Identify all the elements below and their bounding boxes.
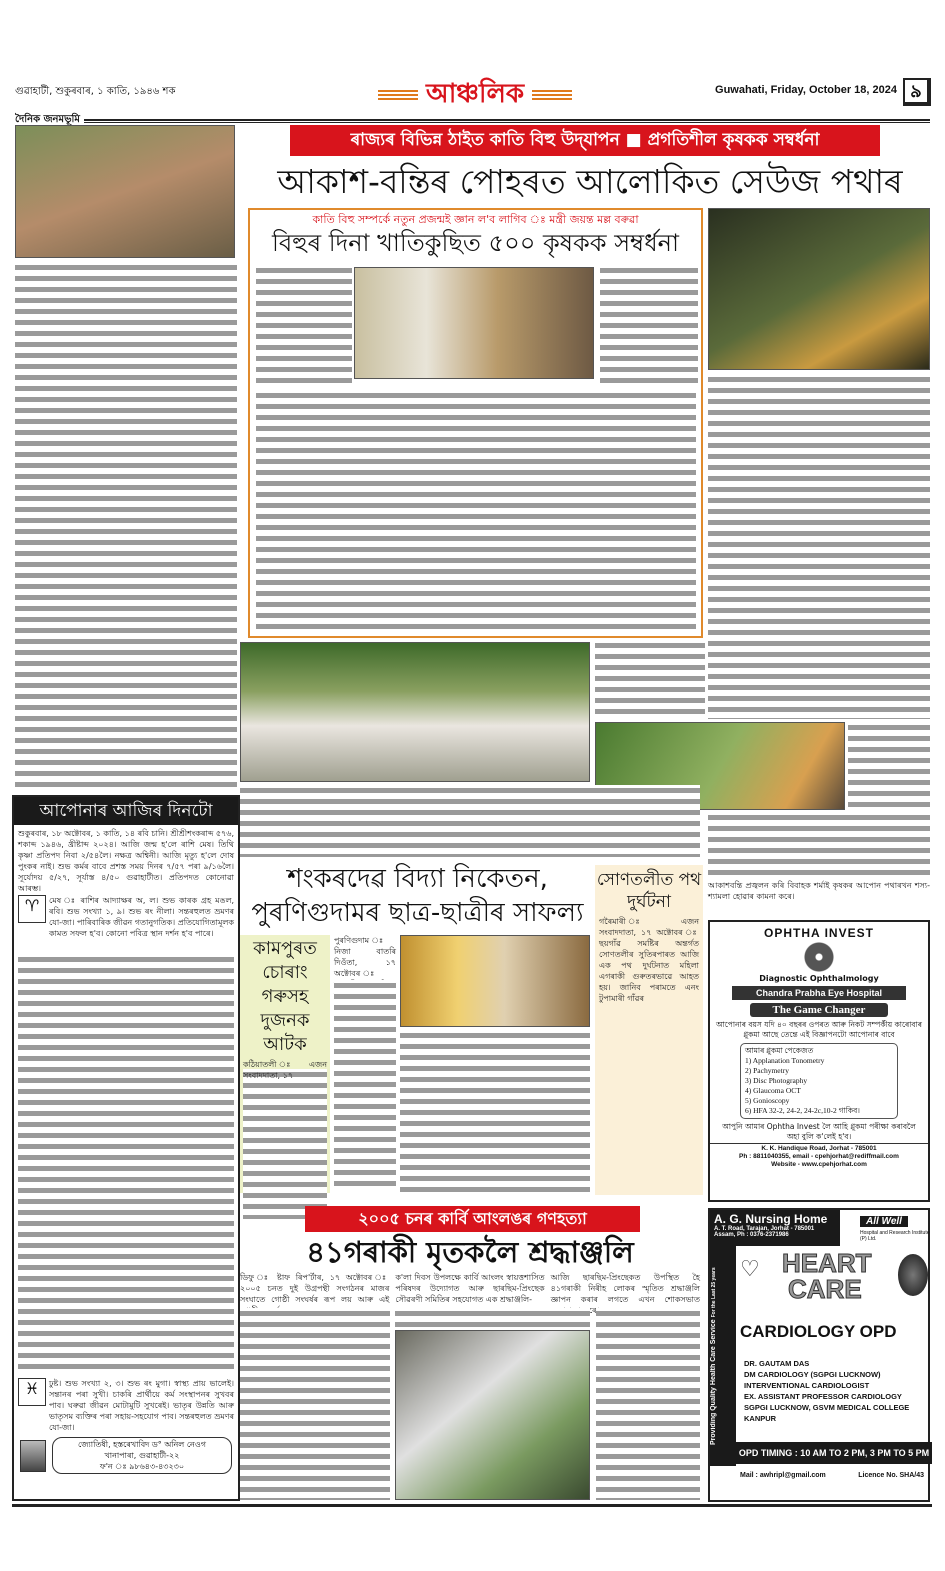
ad-eye-hospital: Chandra Prabha Eye Hospital: [732, 986, 906, 1000]
horoscope-intro: শুকুৰবাৰ, ১৮ অক্টোবৰ, ১ কাতি, ১৪ ৰবি চানি। শ্ৰীশ্ৰীশংকৰাব্দ ৫৭৬, শকাব্দ ১৯৪৬, খ্ৰীষ্টাব্দ ২০২৪। আজি জন্ম হ'লে ৰাশি মেষ। তিথি কৃষ্ণা প্ৰতিপদ নিবা ২/৫৪লৈ। নক্ষত্ৰ অশ্বিনী। আজি মৃত্যু হ'লে দোষ পুংকৰ নাই। শুভ কৰ্মৰ বাবে প্ৰশস্ত সময় দিনৰ ৭/৫৭ পৰা ৯/১৬লৈ। সূৰ্যোদয় ৫/২৭, সূৰ্যাস্ত ৪/৫০ গুৱাহাটীত। প্ৰতিপদত কোনোৱা আৰম্ভ।: [18, 829, 234, 893]
paper-name: দৈনিক জনমভূমি: [15, 114, 80, 125]
sub-story-box: [248, 208, 703, 638]
right-column-text: [708, 374, 930, 719]
ad-side-sub: For the Last 25 years: [711, 1267, 717, 1318]
ad-timing: OPD TIMING : 10 AM TO 2 PM, 3 PM TO 5 PM: [736, 1442, 932, 1464]
horoscope-box: [12, 795, 240, 1501]
sub-kicker: কাতি বিহু সম্পৰ্কে নতুন প্ৰজন্মই জ্ঞান ল'ব লাগিব ঃ মন্ত্ৰী জয়ন্ত মল্ল বৰুৱা: [312, 213, 639, 226]
lead-continued-text: [240, 785, 700, 857]
story5-col3: আজি ছাৰছিম-প্ৰিংছেকত উপস্থিত হৈ ৪১গৰাকী নিৰীহ লোকৰ স্মৃতিত শ্ৰদ্ধাঞ্জলি জ্ঞাপন কৰাৰ লগতে এখন শোকসভাত কৰে।: [550, 1273, 700, 1315]
left-column-text: [15, 262, 237, 787]
story5-banner: ২০০৫ চনৰ কাৰ্বি আংলঙৰ গণহত্যা: [305, 1206, 640, 1232]
ad-opd: CARDIOLOGY OPD: [740, 1322, 897, 1341]
eye-logo-icon: [796, 942, 842, 972]
lead-banner: ৰাজ্যৰ বিভিন্ন ঠাইত কাতি বিহু উদ্‌যাপন ■ প্ৰগতিশীল কৃষকক সম্বৰ্ধনা: [290, 125, 880, 156]
horoscope-title: আপোনাৰ আজিৰ দিনটো: [14, 797, 238, 825]
ad-eye-outro: আপুনি আমাৰ Ophtha Invest লৈ আহি গ্লুকমা পৰীক্ষা কৰাবলৈ অহা বুলি ক'লেই হ'ব।: [722, 1122, 916, 1141]
list-title: আমাৰ গ্লুকমা পেকেজত: [745, 1046, 814, 1055]
ad-care: CARE: [788, 1274, 862, 1304]
story2-dateline: পুৰণিগুদাম ঃ নিজা বাতৰি দিওঁতা, ১৭ অক্টোবৰ ঃ: [334, 936, 396, 978]
date-english: Guwahati, Friday, October 18, 2024: [715, 84, 897, 96]
doctor-line: DR. GAUTAM DAS: [744, 1359, 810, 1368]
lamp-lighting-photo: [708, 208, 930, 370]
astrologer-phone: ফ'ন ঃ ৯৮৬৪৩-৪৩২৩০: [99, 1462, 185, 1471]
list-item: 2) Pachymetry: [745, 1066, 789, 1075]
sub-headline: বিহুৰ দিনা খাতিকুছিত ৫০০ কৃষকক সম্বৰ্ধনা: [272, 229, 679, 257]
ad-partner: All Well: [860, 1216, 908, 1227]
astrologer-card: [52, 1437, 232, 1474]
logo-stripes: [378, 90, 418, 100]
ad-mail: Mail : awhripl@gmail.com: [740, 1472, 826, 1479]
story3-dateline: কঠিয়াতলী ঃ এজন সংবাদদাতা, ১৭: [243, 1060, 327, 1080]
doctor-line: DM CARDIOLOGY (SGPGI LUCKNOW): [744, 1370, 881, 1379]
ad-licence: Licence No. SHA/43: [858, 1472, 924, 1479]
logo-stripes: [532, 90, 572, 100]
page-number: ৯: [903, 78, 931, 106]
sonatali-box: [595, 865, 703, 1195]
ad-eye-tagline: Diagnostic Ophthalmology: [759, 974, 879, 983]
date-local: গুৱাহাটী, শুকুৰবাৰ, ১ কাতি, ১৯৪৬ শক: [15, 86, 176, 97]
astrologer-photo: [20, 1440, 46, 1472]
story2-headline-line2: পুৰণিগুদামৰ ছাত্ৰ-ছাত্ৰীৰ সাফল্য: [251, 898, 584, 928]
right-closing-text: আকাশবন্তি প্ৰজ্বলন কৰি বিবাহক শৰ্মাই কৃষকৰ আপোন পথাৰখন শস্য-শ্যামলা হোৱাৰ কামনা কৰে।: [708, 881, 930, 901]
ad-eye-slogan: The Game Changer: [750, 1003, 888, 1017]
lead-headline: আকাশ-বন্তিৰ পোহৰত আলোকিত সেউজ পথাৰ: [277, 162, 903, 201]
ad-address2: Assam, Ph : 0376-2371986: [714, 1232, 789, 1238]
story5-col2: ক'লা দিবস উপলক্ষে কাৰ্বি আংলং স্বায়ত্তশাসিত পৰিষদৰ উদ্যোগত আৰু ছাৰছিম-প্ৰিংছেক সৌৱৰণী সমিতিৰ সহযোগত এক শ্ৰদ্ধাঞ্জলি-: [395, 1273, 545, 1304]
ad-heart: HEART: [782, 1248, 872, 1278]
list-item: 5) Gonioscopy: [745, 1096, 790, 1105]
page-bottom-rule: [12, 1504, 932, 1507]
story4-headline: সোণতলীত পথ দুৰ্ঘটনা: [596, 870, 702, 912]
horoscope-aries: মেষ ঃ ৰাশিৰ আদ্যাক্ষৰ অ, ল। শুভ কাৰক গ্ৰহ মঙল, ৰবি। শুভ সংখ্যা ১, ৯। শুভ ৰং নীলা। সন্তৰহুলত ভ্ৰমণৰ যো-জা। পাৰিবাৰিক জীৱন গতানুগতিক। প্ৰতিযোগিতামূলক কামত সফল হ'ব। কোনো পবিত্ৰ স্থান দৰ্শন হ'ব পাৰে।: [49, 896, 234, 938]
felicitation-photo: [354, 267, 594, 379]
tribute-photo: [395, 1330, 590, 1500]
doctor-line: INTERVENTIONAL CARDIOLOGIST: [744, 1381, 870, 1390]
ophtha-invest-ad: [708, 920, 930, 1202]
list-item: 4) Glaucoma OCT: [745, 1086, 801, 1095]
children-photo: [15, 125, 235, 258]
doctor-line: EX. ASSISTANT PROFESSOR CARDIOLOGY: [744, 1392, 902, 1401]
aries-icon: ♈: [18, 895, 46, 923]
logo-text: আঞ্চলিক: [425, 79, 525, 109]
ad-address1: A. T. Road, Tarajan, Jorhat - 785001: [714, 1226, 815, 1232]
kampur-box: [240, 935, 330, 1193]
students-photo: [400, 935, 590, 1027]
ad-nursing-home: A. G. Nursing Home: [714, 1212, 828, 1226]
pisces-icon: ♓: [18, 1378, 46, 1406]
story5-body: [240, 1272, 700, 1315]
ad-side-text: Providing Quality Health Care Service: [710, 1319, 717, 1445]
list-item: 1) Applanation Tonometry: [745, 1056, 825, 1065]
ad-eye-contact: Ph : 8811040355, email - cpehjorhat@rediffmail.com: [739, 1153, 899, 1160]
ad-eye-intro: আপোনাৰ বয়স যদি ৪০ বছৰৰ ওপৰত আৰু নিকট সম্পৰ্কীয় কাৰোবাৰ গ্লুকমা আছে তেন্তে এই বিজ্ঞাপনটো আপোনাৰ বাবে: [716, 1020, 922, 1039]
ad-eye-website: Website - www.cpehjorhat.com: [771, 1161, 867, 1168]
story2-headline: [240, 862, 595, 930]
heart-organ-icon: [898, 1254, 928, 1296]
ad-partner-sub: Hospital and Research Institute (P) Ltd.: [860, 1230, 930, 1242]
heart-stethoscope-icon: ♡: [740, 1256, 760, 1281]
glaucoma-package-list: [740, 1043, 898, 1119]
astrologer-address: খানাপাৰা, গুৱাহাটী-২২: [104, 1451, 180, 1460]
horoscope-signs: [18, 954, 234, 1374]
story3-headline: কামপুৰত চোৰাং গৰুসহ দুজনক আটক: [253, 938, 317, 1055]
story5-headline: ৪১গৰাকী মৃতকলৈ শ্ৰদ্ধাঞ্জলি: [306, 1235, 634, 1269]
heart-care-ad: [708, 1208, 930, 1502]
doctor-line: SGPGI LUCKNOW, GSVM MEDICAL COLLEGE KANPUR: [744, 1403, 910, 1423]
list-item: 3) Disc Photography: [745, 1076, 808, 1085]
crowd-photo: [240, 642, 590, 782]
ad-eye-address: K. K. Handique Road, Jorhat - 785001: [761, 1145, 877, 1152]
story4-body: গৰৈমাৰী ঃ এজন সংবাদদাতা, ১৭ অক্টোবৰ ঃ ছয়গাঁৱ সমষ্টিৰ অন্তৰ্গত সোণতলীৰ সুতিৰপাৰত আজি এক পথ দুৰ্ঘটনাত মহিলা এগৰাকী গুৰুতৰভাৱে আহত হয়। জানিব পৰামতে এনং টুপামাৰী গাঁৱৰ: [599, 917, 699, 1003]
list-item: 6) HFA 32-2, 24-2, 24-2c,10-2 গাকিব।: [745, 1106, 860, 1115]
story5-col1: ডিফু ঃ ষ্টাফ ৰিপ'ৰ্টাৰ, ১৭ অক্টোবৰ ঃ ২০০৫ চনত দুই উগ্ৰপন্থী সংগঠনৰ মাজৰ সংঘাতে গোষ্ঠী সংঘৰ্ষৰ ৰূপ লয় আৰু এই: [240, 1273, 390, 1304]
section-logo: [355, 78, 595, 112]
horoscope-pisces: ঢুষ্ট। শুভ সংখ্যা ২, ৩। শুভ ৰং মুগা। স্বাস্থ্য প্ৰায় ভালেই। সন্তানৰ পৰা সুখী। চাকৰি প্ৰাৰ্থীয়ে কৰ্ম সংস্থাপনৰ সুখবৰ পাব। ঘৰুৱা জীৱন মোটামুটি সুখৰেই। ভাতৃৰ উন্নতি আৰু ভাতৃসম ব্যক্তিৰ পৰা সহায়-সহযোগ পাব। সন্তৰহুলত ভ্ৰমণৰ যো-জা।: [49, 1379, 234, 1432]
ad-eye-brand: OPHTHA INVEST: [764, 926, 874, 940]
astrologer-name: জ্যোতিষী, হস্তৰেখাবিদ ড° অনিল নেওগ: [78, 1440, 206, 1449]
story2-headline-line1: শংকৰদেৱ বিদ্যা নিকেতন,: [287, 864, 548, 894]
